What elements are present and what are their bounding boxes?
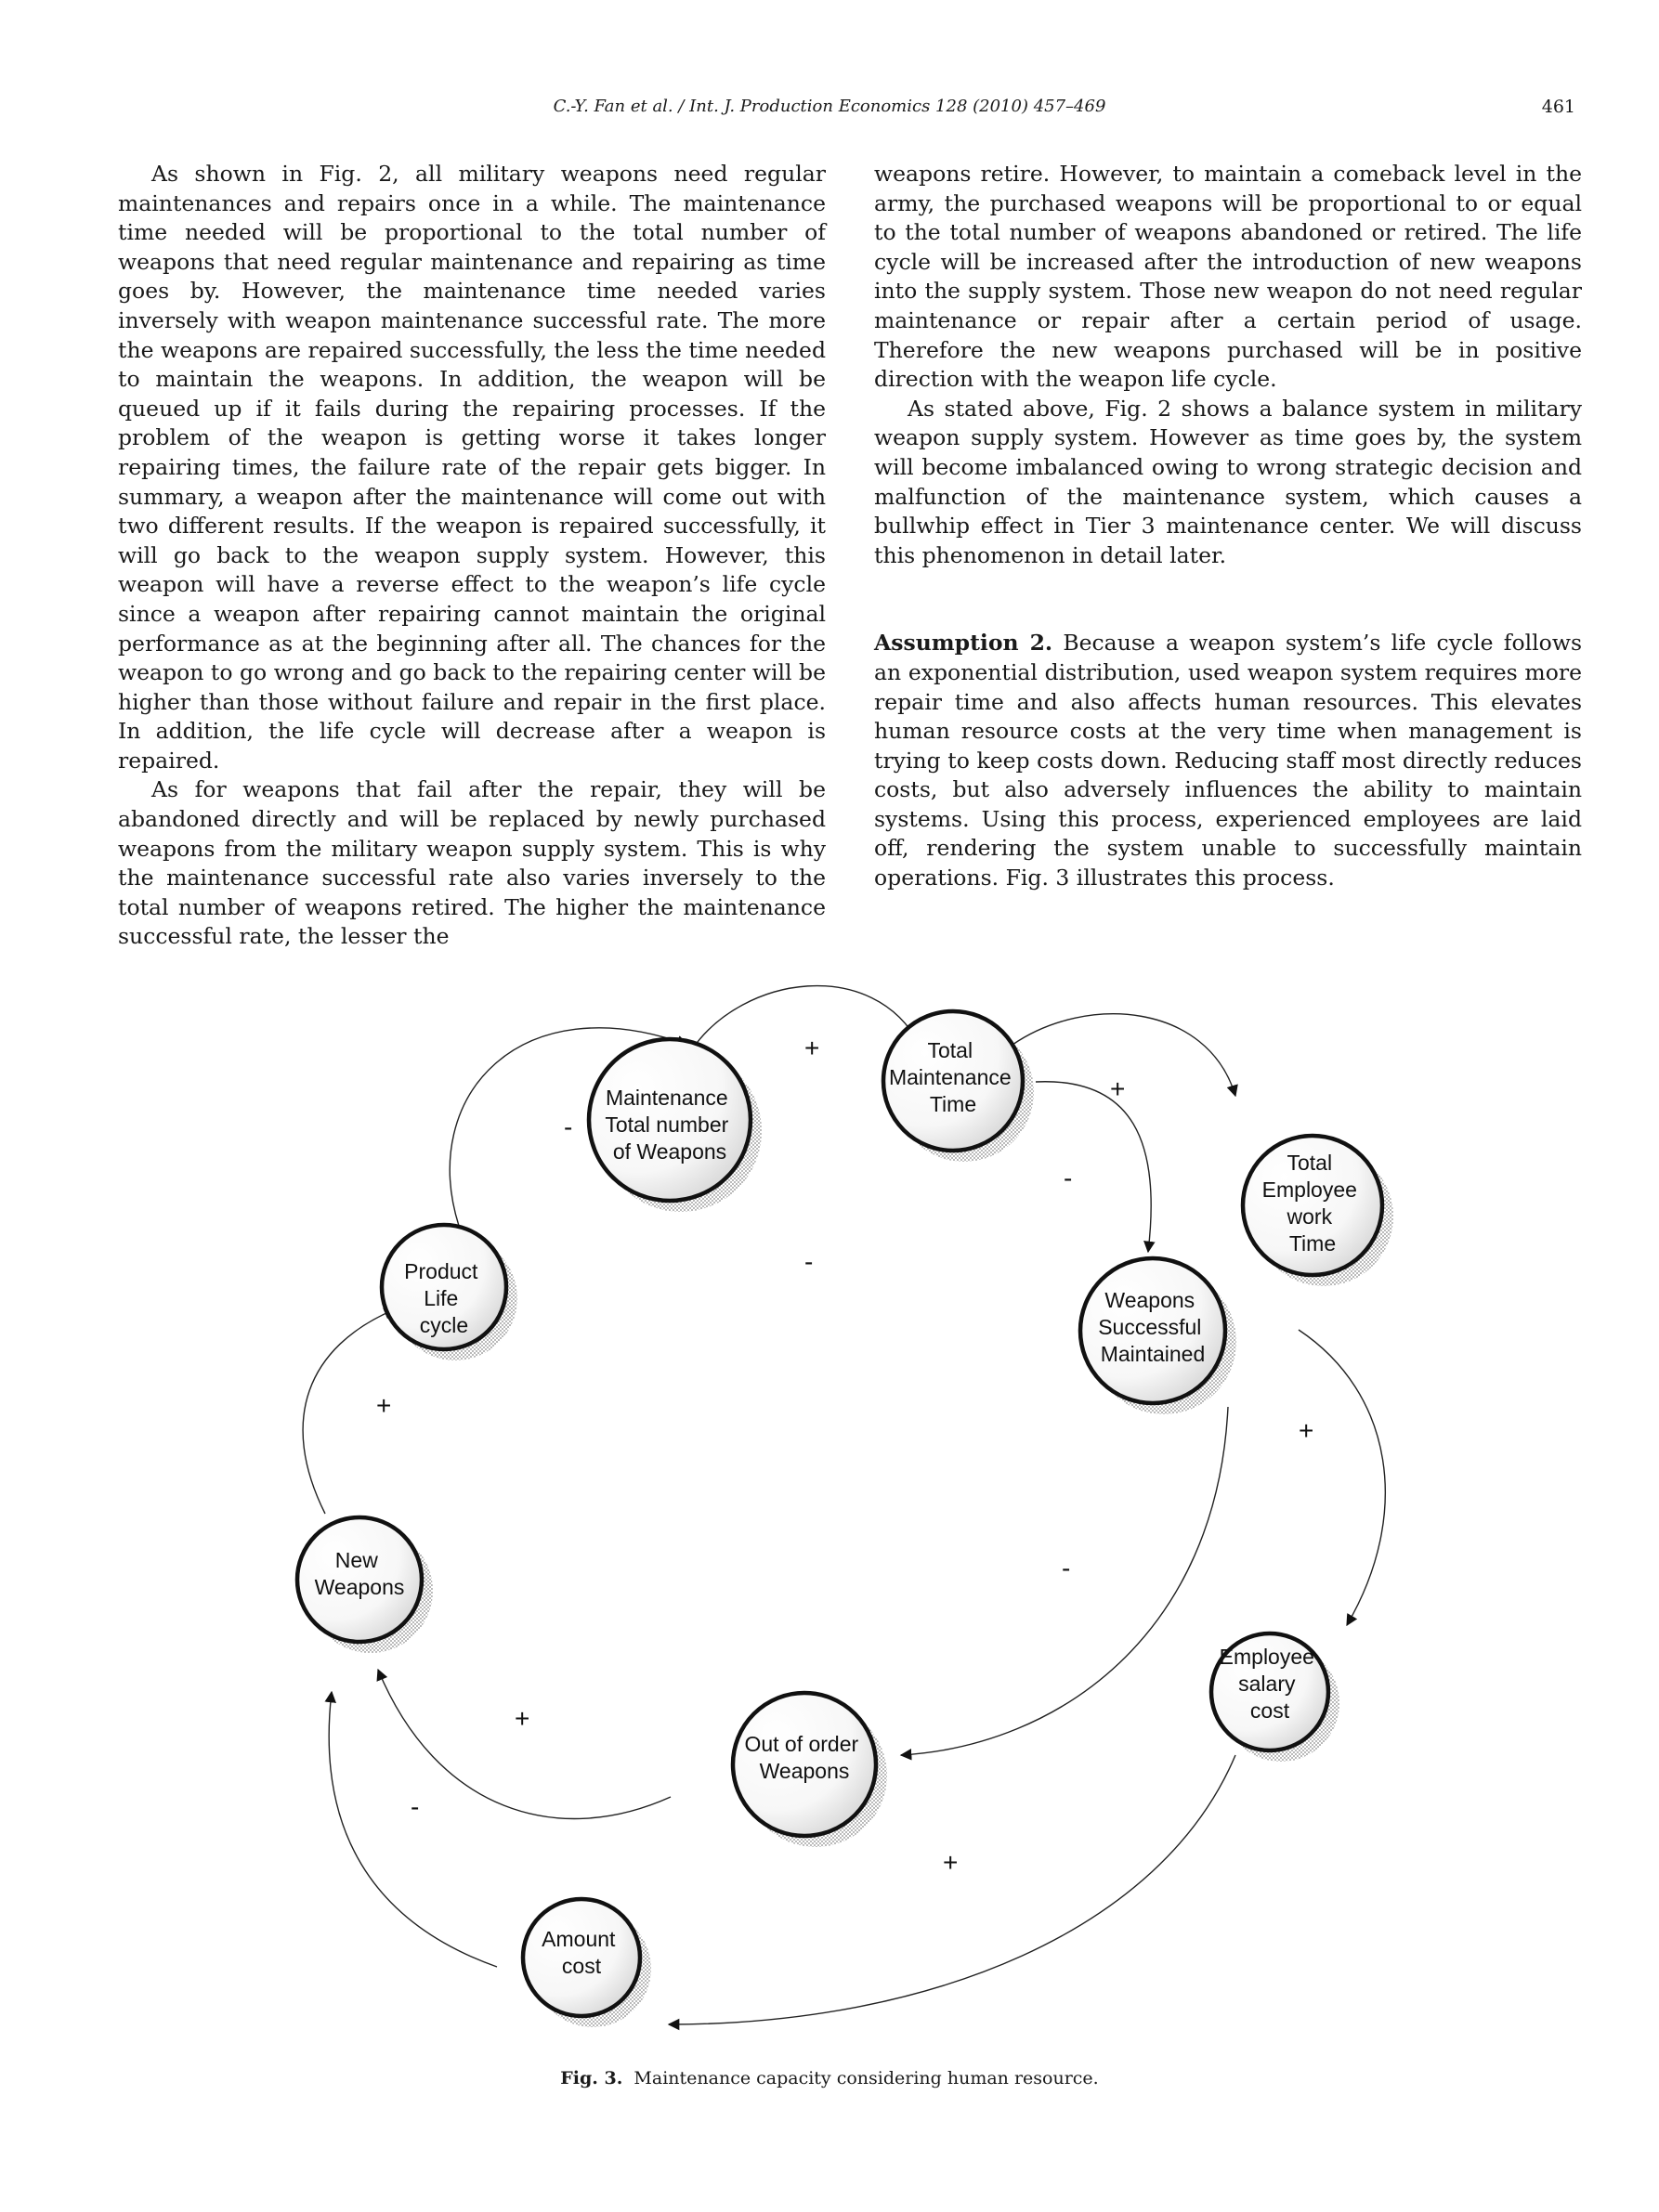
node-label: Employee (1219, 1645, 1314, 1669)
sign-tmt-to-emp: + (1110, 1074, 1126, 1103)
node-label: Total (1287, 1151, 1333, 1175)
node-label: work (1287, 1204, 1333, 1229)
assumption-text: Because a weapon system’s life cycle follows an exponential distribution, used weapon system requires more repair time and also affects human resources. This elevates human resource costs at the very time when management is trying to keep costs down. Reducing staff most directly reduces costs, but also adversely influences the ability to maintain systems. Using this process, experienced employees are laid off, rendering the system unable to successfully maintain operations. Fig. 3 illustrates this process. (874, 630, 1582, 891)
node-amount-cost (523, 1899, 651, 2027)
figure-caption (0, 2068, 1659, 2088)
caption-label: Fig. 3. (560, 2068, 623, 2088)
node-maintenance-total (589, 1039, 762, 1212)
node-product-life-cycle (382, 1225, 517, 1360)
node-label: salary (1238, 1672, 1296, 1696)
sign-plc-to-mt: - (564, 1113, 573, 1141)
paragraph: As stated above, Fig. 2 shows a balance system in military weapon supply system. However as time goes by, the system will become imbalanced owing to wrong strategic decision and malfunction of the maintenance system, which causes a bullwhip effect in Tier 3 maintenance center. We will discuss this phenomenon in detail later. (874, 395, 1582, 568)
paragraph: As shown in Fig. 2, all military weapons need regular maintenances and repairs once in a while. The maintenance time needed will be proportional to the total number of weapons that need regular maintenance and repairing as time goes by. However, the maintenance time needed varies inversely with weapon maintenance successful rate. The more the weapons are repaired successfully, the less the time needed to maintain the weapons. In addition, the weapon will be queued up if it fails during the repairing processes. If the problem of the weapon is getting worse it takes longer repairing times, the failure rate of the repair gets bigger. In summary, a weapon after the maintenance will come out with two different results. If the weapon is repaired successfully, it will go back to the weapon supply system. However, this weapon will have a reverse effect to the weapon’s life cycle since a weapon after repairing cannot maintain the original performance as at the beginning after all. The chances for the weapon to go wrong and go back to the repairing center will be higher than those without failure and repair in the first place. In addition, the life cycle will decrease after a weapon is repaired. (118, 161, 826, 774)
node-label: Total number (605, 1113, 729, 1137)
node-label: Out of order (744, 1732, 859, 1756)
paragraph-gap (874, 570, 1582, 629)
node-new-weapons (297, 1517, 433, 1653)
node-label: Weapons (1104, 1288, 1195, 1312)
sign-ws-to-ooo: - (1062, 1554, 1071, 1582)
node-label: of Weapons (612, 1139, 727, 1164)
node-total-maintenance-time (883, 1011, 1034, 1162)
sign-mt-to-tmt: + (804, 1034, 820, 1062)
right-column (874, 160, 1582, 893)
node-label: Product (404, 1259, 478, 1283)
node-label: cost (561, 1954, 602, 1978)
sign-emp-to-salary: + (1299, 1416, 1314, 1445)
node-label: Weapons (759, 1759, 850, 1783)
sign-ooo-to-nw: + (515, 1704, 530, 1733)
node-label: Employee (1261, 1178, 1357, 1202)
diagram-links (303, 986, 1385, 2024)
node-label: cycle (419, 1313, 469, 1337)
sign-salary-to-ac: + (943, 1848, 959, 1877)
sign-ws-to-tmt: - (1064, 1164, 1073, 1192)
caption-text: Maintenance capacity considering human resource. (634, 2068, 1099, 2088)
node-label: Amount (542, 1927, 616, 1951)
node-label: Time (929, 1092, 977, 1116)
left-column (118, 160, 826, 952)
sign-center: - (804, 1247, 814, 1276)
assumption-paragraph (874, 629, 1582, 892)
sign-nw-to-plc: + (376, 1391, 392, 1420)
node-label: Maintained (1100, 1342, 1206, 1366)
node-label: Weapons (314, 1575, 405, 1599)
svg-text:Maintenance Total numb (605, 1086, 734, 1164)
running-header (0, 97, 1659, 124)
node-label: Life (424, 1286, 459, 1310)
page-number: 461 (1541, 97, 1575, 117)
paragraph: As for weapons that fail after the repair, they will be abandoned directly and will be replaced by newly purchased weapons from the military weapon supply system. This is why the maintenance successful rate also varies inversely to the total number of weapons retired. The higher the maintenance successful rate, the lesser the (118, 776, 826, 950)
node-label: Maintenance (605, 1086, 728, 1110)
node-weapons-successful (1080, 1258, 1236, 1414)
node-label: Total (927, 1038, 973, 1062)
assumption-label: Assumption 2. (874, 630, 1053, 657)
paragraph-continued: weapons retire. However, to maintain a comeback level in the army, the purchased weapons will be proportional to or equal to the total number of weapons abandoned or retired. The life cycle will be increased after the introduction of new weapons into the supply system. Those new weapon do not need regular maintenance or repair after a certain period of usage. Therefore the new weapons purchased will be in positive direction with the weapon life cycle. (874, 161, 1582, 393)
node-total-employee-work-time (1243, 1136, 1393, 1286)
node-employee-salary (1211, 1633, 1339, 1762)
node-out-of-order (733, 1693, 887, 1847)
node-label: New (334, 1548, 378, 1572)
causal-loop-diagram (0, 956, 1659, 2071)
node-label: Maintenance (888, 1065, 1012, 1089)
link-emp-to-salary (1299, 1330, 1385, 1625)
node-label: Time (1288, 1231, 1337, 1256)
node-label: Successful (1098, 1315, 1202, 1339)
link-ooo-to-nw (378, 1670, 671, 1818)
svg-text:Weapons Successful (1098, 1288, 1208, 1366)
sign-ac-to-nw: - (411, 1792, 420, 1821)
node-label: cost (1249, 1698, 1290, 1723)
link-tmt-to-ws (1036, 1082, 1151, 1252)
running-head: C.-Y. Fan et al. / Int. J. Production Economics 128 (2010) 457–469 (553, 97, 1106, 116)
figure-3 (0, 956, 1659, 2154)
